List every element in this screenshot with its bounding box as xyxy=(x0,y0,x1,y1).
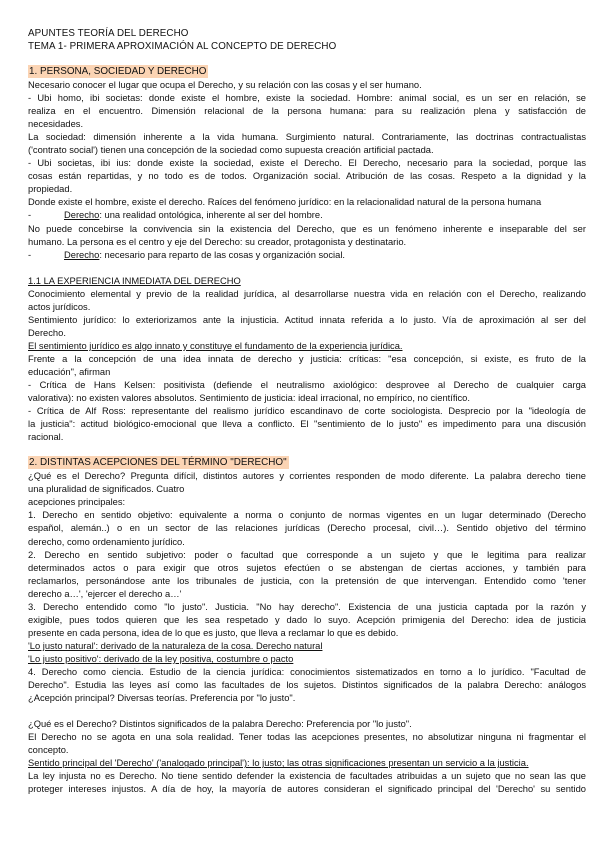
paragraph-line: 3. Derecho entendido como "lo justo". Justicia. "No hay derecho". Existencia de una justicia captada por la razón y xyxy=(28,601,586,612)
bullet-keyword: Derecho xyxy=(64,210,100,221)
bullet-text: : una realidad ontológica, inherente al ser del hombre. xyxy=(99,210,323,221)
paragraph-line: - Crítica de Hans Kelsen: positivista (defiende el neutralismo axiológico: desprovee al Derecho de cualquier carga xyxy=(28,380,586,391)
paragraph-line: realiza en el encuentro. Dimensión relacional de la persona humana: para su realización plena y satisfacción de xyxy=(28,106,586,117)
paragraph-line: actos jurídicos. xyxy=(28,301,91,312)
paragraph-line: una pluralidad de significados. Cuatro xyxy=(28,484,185,495)
paragraph-line: ('contrato social') tienen una concepción de la sociedad como supuesta creación artificial pactada. xyxy=(28,145,434,156)
paragraph-line: - Crítica de Alf Ross: representante del realismo jurídico escandinavo de corte sociologista. Desprecio por la "ideología de xyxy=(28,406,586,417)
paragraph-line: Frente a la concepción de una idea innata de derecho y justicia: críticas: "esa concepción, si existe, es fruto de la xyxy=(28,353,586,364)
bullet-keyword: Derecho xyxy=(64,249,100,260)
paragraph-line: Donde existe el hombre, existe el derecho. Raíces del fenómeno jurídico: en la relacionalidad natural de la persona humana xyxy=(28,197,542,208)
paragraph-line: necesidades. xyxy=(28,119,84,130)
bullet-item xyxy=(28,249,586,262)
bullet-item xyxy=(28,209,586,222)
paragraph-line: concepto. xyxy=(28,745,69,756)
paragraph-line: derecho a…', 'ejercer el derecho a…' xyxy=(28,588,182,599)
paragraph-line: Derecho. xyxy=(28,327,66,338)
bullet-dash: - xyxy=(28,210,32,221)
paragraph-line: Necesario conocer el lugar que ocupa el Derecho, y su relación con las cosas y el ser humano. xyxy=(28,80,422,90)
paragraph-line: cosas están repartidas, y no todo es de todos. Organización social. Atribución de las cosas. Respeto a la dignidad y la xyxy=(28,171,586,182)
paragraph-line: determinados actos o para exigir que otros sujetos efectúen o se abstengan de ciertas acciones, y también para xyxy=(28,562,586,573)
paragraph-line: 4. Derecho como ciencia. Estudio de la ciencia jurídica: conocimientos sistematizados en torno a lo jurídico. "Facultad de xyxy=(28,666,586,677)
paragraph-line: español, alemán..) o en un sector de las relaciones jurídicas (Derecho procesal, civil…). Sentido objetivo del término xyxy=(28,523,586,534)
bullet-text: : necesario para reparto de las cosas y organización social. xyxy=(99,249,345,260)
document-title: APUNTES TEORÍA DEL DERECHO xyxy=(28,28,189,39)
paragraph-line: - Ubi homo, ibi societas: donde existe el hombre, existe la sociedad. Hombre: animal social, es un ser en relación, se xyxy=(28,93,586,104)
paragraph-line: reclamarlos, personándose ante los tribunales de justicia, con la pretensión de que intervengan. Entendido como 'tener xyxy=(28,575,586,586)
paragraph-line: ¿Qué es el Derecho? Distintos significados de la palabra Derecho: Preferencia por "lo justo". xyxy=(28,719,412,730)
underlined-statement: Sentido principal del 'Derecho' ('analogado principal'): lo justo; las otras significaciones presentan un servicio a la justicia. xyxy=(28,758,529,769)
paragraph-line: derecho, como ordenamiento jurídico. xyxy=(28,536,185,547)
underlined-statement: 'Lo justo natural': derivado de la naturaleza de la cosa. Derecho natural xyxy=(28,640,323,651)
paragraph-line: propiedad. xyxy=(28,184,73,195)
paragraph-line: ¿Qué es el Derecho? Pregunta difícil, distintos autores y corrientes responden de modo diferente. La palabra derecho tiene xyxy=(28,471,586,482)
paragraph-line: ¿Acepción principal? Diversas teorías. Preferencia por "lo justo". xyxy=(28,693,296,704)
paragraph-line: La ley injusta no es Derecho. No tiene sentido defender la existencia de facultades atribuidas a un sujeto que no sean las que xyxy=(28,771,586,782)
document-subtitle: TEMA 1- PRIMERA APROXIMACIÓN AL CONCEPTO DE DERECHO xyxy=(28,41,337,52)
paragraph-line: Conocimiento elemental y previo de la realidad jurídica, al desarrollarse nuestra vida en relación con el Derecho, realizando xyxy=(28,288,586,299)
section-heading-1-1: 1.1 LA EXPERIENCIA INMEDIATA DEL DERECHO xyxy=(28,275,241,286)
paragraph-line: La sociedad: dimensión inherente a la vida humana. Surgimiento natural. Contrariamente, las doctrinas contractualistas xyxy=(28,132,586,143)
paragraph-line: 1. Derecho en sentido objetivo: equivalente a norma o conjunto de normas vigentes en un lugar determinado (Derecho xyxy=(28,510,586,521)
paragraph-line: No puede concebirse la convivencia sin la existencia del Derecho, que es un fenómeno inherente e inseparable del ser xyxy=(28,223,586,234)
paragraph-line: acepciones principales: xyxy=(28,497,126,508)
underlined-statement: 'Lo justo positivo': derivado de la ley positiva, costumbre o pacto xyxy=(28,653,294,664)
paragraph-line: educación", afirman xyxy=(28,366,111,377)
paragraph-line: racional. xyxy=(28,432,64,443)
paragraph-line: presente en cada persona, idea de lo que es justo, que lleva a reclamar lo que es debido. xyxy=(28,627,399,638)
underlined-statement: El sentimiento jurídico es algo innato y constituye el fundamento de la experiencia jurídica. xyxy=(28,340,403,351)
paragraph-line: Sentimiento jurídico: lo exteriorizamos ante la injusticia. Actitud innata referida a lo justo. Vía de aproximación al ser del xyxy=(28,314,586,325)
paragraph-line: El Derecho no se agota en una sola realidad. Tener todas las acepciones presentes, no absolutizar ninguna ni fragmentar el xyxy=(28,732,586,743)
paragraph-line: exigible, pues todos quieren que les sea respetado y dado lo suyo. Acepción primigenia del Derecho: idea de justicia xyxy=(28,614,586,625)
section-heading-1: 1. PERSONA, SOCIEDAD Y DERECHO xyxy=(29,66,207,77)
bullet-dash: - xyxy=(28,249,32,260)
paragraph-line: 2. Derecho en sentido subjetivo: poder o facultad que corresponde a un sujeto y que le legitima para realizar xyxy=(28,549,586,560)
paragraph-line: Derecho". Estudia las leyes así como las facultades de los sujetos. Distintos significados de la palabra Derecho: análogos xyxy=(28,680,586,691)
paragraph-line: la justicia": actitud biológico-emocional que lleva a conflicto. El "sentimiento de lo justo" es impedimento para una discusión xyxy=(28,419,586,430)
paragraph-line: valorativa): no existen valores absolutos. Sentimiento de justicia: ideal irracional, no empírico, no científico. xyxy=(28,393,470,404)
section-heading-2: 2. DISTINTAS ACEPCIONES DEL TÉRMINO "DERECHO" xyxy=(29,457,287,469)
paragraph-line: proteger intereses injustos. A día de hoy, la mayoría de autores consideran el significado principal del 'Derecho' su sentido xyxy=(28,784,586,795)
document-page xyxy=(28,27,586,796)
paragraph-line: humano. La persona es el centro y eje del Derecho: su creador, protagonista y destinatario. xyxy=(28,236,407,247)
paragraph-line: - Ubi societas, ibi ius: donde existe la sociedad, existe el Derecho. El Derecho, necesario para la sociedad, porque las xyxy=(28,158,586,169)
